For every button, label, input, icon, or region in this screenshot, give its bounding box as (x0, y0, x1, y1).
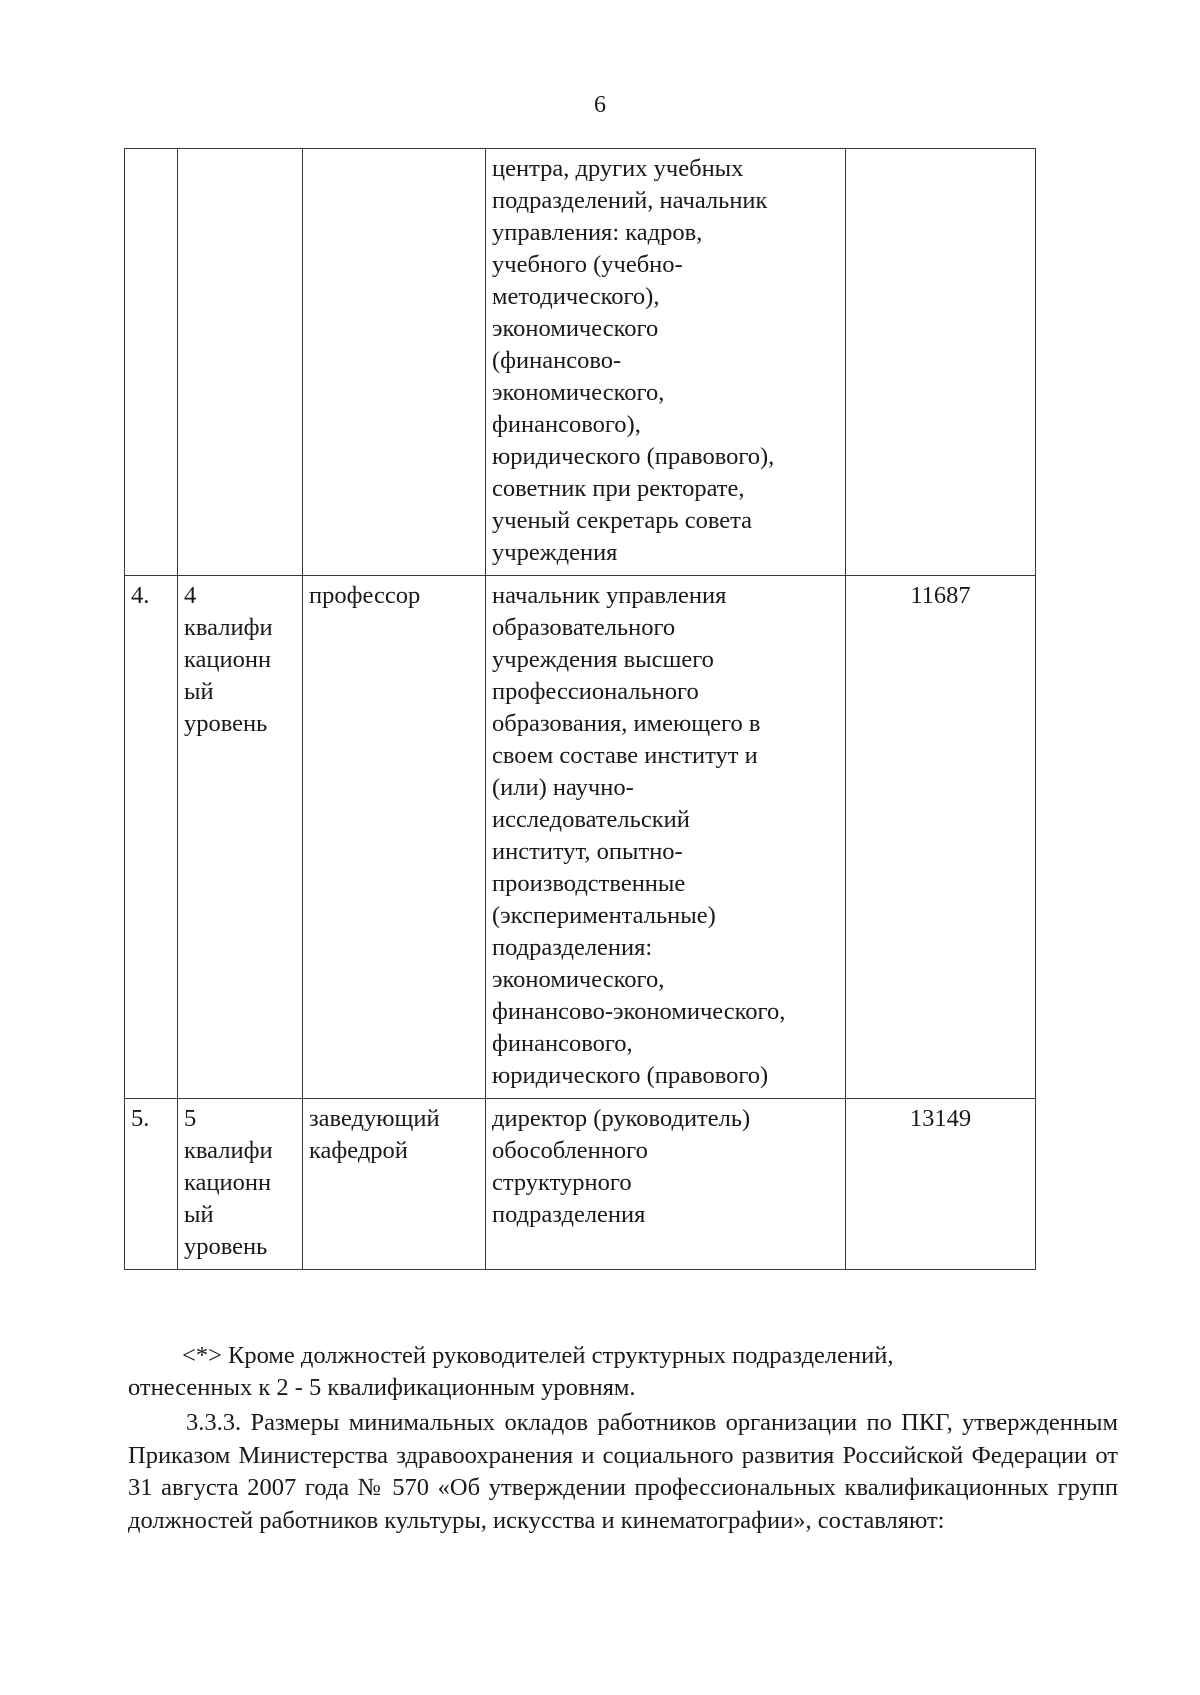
footnote-line-2: отнесенных к 2 - 5 квалификационным уровням. (128, 1374, 636, 1401)
table-row-continuation (125, 149, 1036, 576)
cell-position-group1: профессор (303, 576, 486, 1099)
footnote (128, 1340, 1118, 1404)
page-number: 6 (594, 92, 606, 118)
cell-num: 4. (125, 576, 178, 1099)
cell-salary: 11687 (846, 576, 1036, 1099)
footnote-line-1: <*> Кроме должностей руководителей структурных подразделений, (182, 1342, 894, 1369)
salary-table (124, 148, 1036, 1270)
cell-salary (846, 149, 1036, 576)
cell-position-group2: центра, других учебных подразделений, начальник управления: кадров, учебного (учебно- методического), экономического (финансово- экономического, финансового), юридического (правового), советник при ректорате, ученый секретарь совета учреждения (486, 149, 846, 576)
table-row (125, 576, 1036, 1099)
cell-salary: 13149 (846, 1099, 1036, 1270)
cell-num (125, 149, 178, 576)
cell-position-group1 (303, 149, 486, 576)
cell-position-group2: директор (руководитель) обособленного структурного подразделения (486, 1099, 846, 1270)
cell-level: 5 квалифи кационн ый уровень (178, 1099, 303, 1270)
cell-num: 5. (125, 1099, 178, 1270)
table-row (125, 1099, 1036, 1270)
cell-position-group1: заведующий кафедрой (303, 1099, 486, 1270)
cell-level (178, 149, 303, 576)
cell-position-group2: начальник управления образовательного учреждения высшего профессионального образования, имеющего в своем составе институт и (или) научно- исследовательский институт, опытно- производственные (экспериментальные) подразделения: экономического, финансово-экономического, финансового, юридического (правового) (486, 576, 846, 1099)
cell-level: 4 квалифи кационн ый уровень (178, 576, 303, 1099)
body-paragraph: 3.3.3. Размеры минимальных окладов работников организации по ПКГ, утвержденным Приказом Министерства здравоохранения и социального развития Российской Федерации от 31 августа 2007 года № 570 «Об утверждении профессиональных квалификационных групп должностей работников культуры, искусства и кинематографии», составляют: (128, 1409, 1118, 1534)
